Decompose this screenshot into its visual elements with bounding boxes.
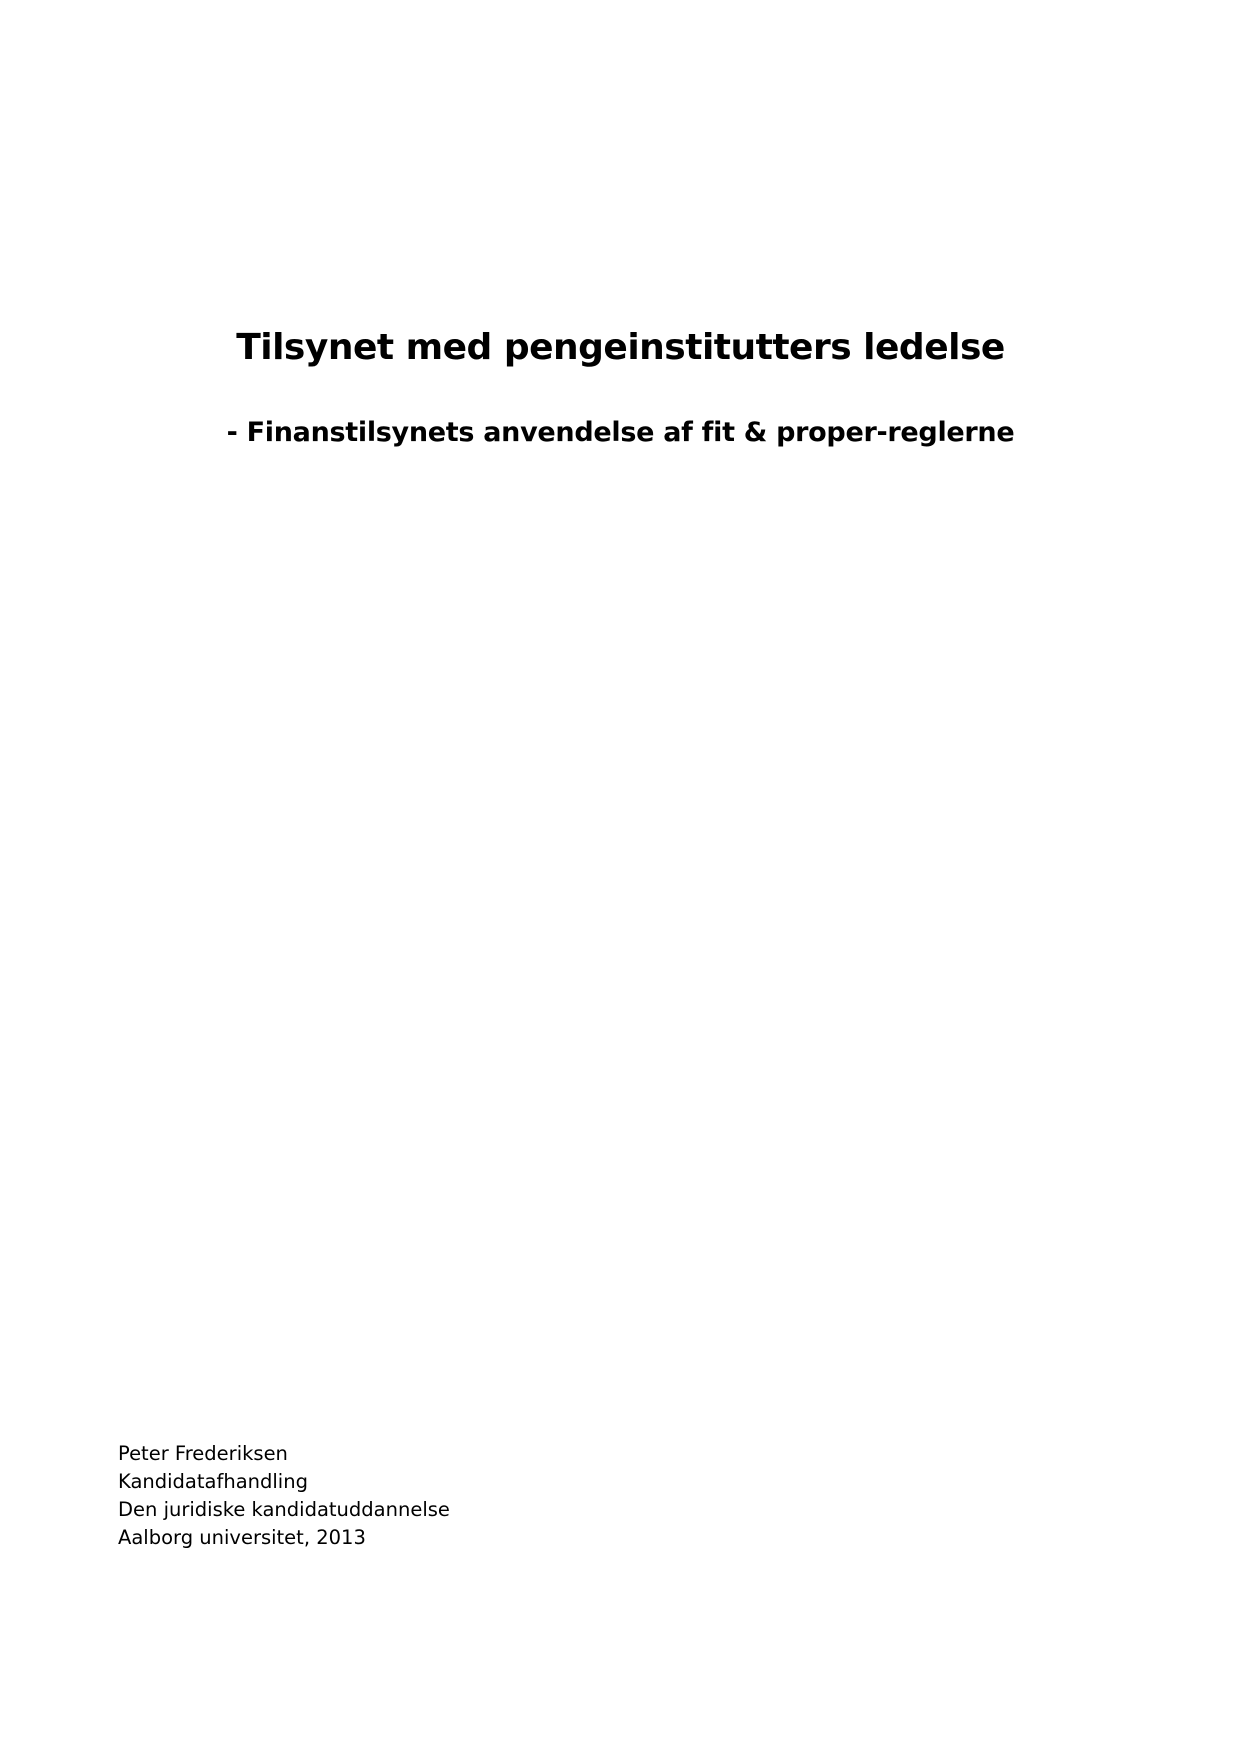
page-subtitle: - Finanstilsynets anvendelse af fit & proper-reglerne — [226, 417, 1015, 449]
author-info-block — [118, 1440, 818, 1552]
institution-year: Aalborg universitet, 2013 — [118, 1526, 366, 1549]
thesis-type: Kandidatafhandling — [118, 1470, 308, 1493]
page-title: Tilsynet med pengeinstitutters ledelse — [236, 327, 1005, 369]
programme-name: Den juridiske kandidatuddannelse — [118, 1498, 450, 1521]
author-name: Peter Frederiksen — [118, 1442, 288, 1465]
